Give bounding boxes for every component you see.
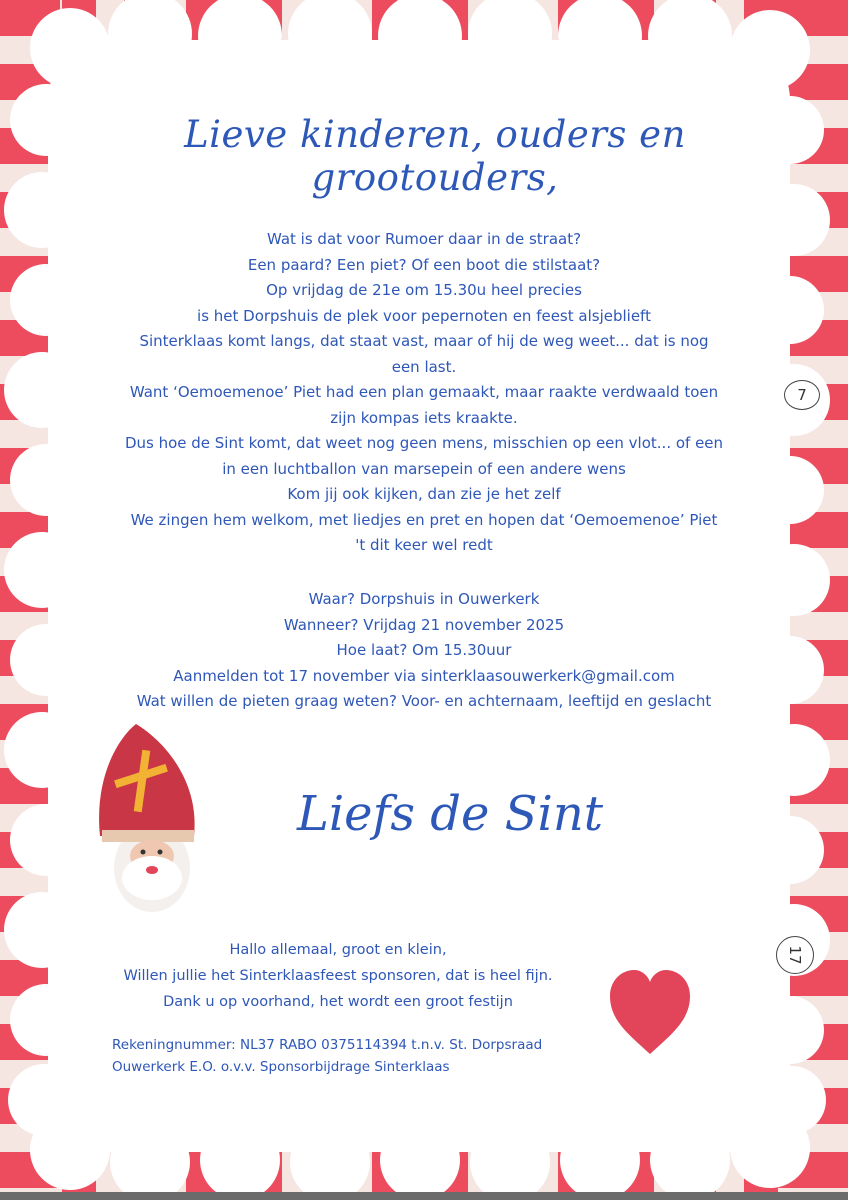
poem-block [80, 227, 768, 559]
bank-details [112, 1034, 612, 1078]
details-line: Wat willen de pieten graag weten? Voor- en achternaam, leeftijd en geslacht [136, 692, 712, 710]
poem-line: een last. [391, 357, 457, 376]
poem-line: Want ‘Oemoemenoe’ Piet had een plan gemaakt, maar raakte verdwaald toen [129, 383, 719, 401]
heart-icon [608, 968, 692, 1058]
sponsor-line: Willen jullie het Sinterklaasfeest sponsoren, dat is heel fijn. [123, 968, 553, 984]
sponsor-line: Dank u op voorhand, het wordt een groot festijn [163, 994, 513, 1010]
details-line: Waar? Dorpshuis in Ouwerkerk [308, 590, 540, 608]
poem-line: zijn kompas iets kraakte. [330, 408, 518, 427]
sponsor-line: Hallo allemaal, groot en klein, [229, 942, 447, 958]
poem-line: We zingen hem welkom, met liedjes en pret en hopen dat ‘Oemoemenoe’ Piet [130, 510, 718, 529]
scan-edge [0, 1192, 848, 1200]
bank-line: Ouwerkerk E.O. o.v.v. Sponsorbijdrage Sinterklaas [112, 1059, 450, 1075]
poem-line: Kom jij ook kijken, dan zie je het zelf [287, 485, 561, 503]
poem-line: Wat is dat voor Rumoer daar in de straat? [266, 230, 582, 248]
sinterklaas-icon [88, 718, 218, 918]
poem-line: 't dit keer wel redt [355, 536, 493, 554]
details-line: Hoe laat? Om 15.30uur [336, 641, 512, 659]
details-line: Aanmelden tot 17 november via sinterklaasouwerkerk@gmail.com [173, 666, 675, 685]
sponsor-request [100, 937, 576, 1015]
poem-line: in een luchtballon van marsepein of een andere wens [222, 459, 626, 478]
letter-title: Lieve kinderen, ouders en grootouders, [184, 113, 686, 199]
signature: Liefs de Sint [296, 786, 604, 842]
handwritten-mark: 17 [776, 936, 814, 974]
poem-line: is het Dorpshuis de plek voor pepernoten en feest alsjeblieft [197, 306, 651, 325]
poem-line: Sinterklaas komt langs, dat staat vast, maar of hij de weg weet... dat is nog [139, 332, 709, 350]
bank-line: Rekeningnummer: NL37 RABO 0375114394 t.n.v. St. Dorpsraad [112, 1037, 543, 1053]
event-details [80, 587, 768, 715]
poem-line: Dus hoe de Sint komt, dat weet nog geen mens, misschien op een vlot... of een [124, 434, 724, 452]
poem-line: Een paard? Een piet? Of een boot die stilstaat? [247, 255, 601, 274]
poem-line: Op vrijdag de 21e om 15.30u heel precies [266, 281, 582, 299]
handwritten-mark: 7 [784, 380, 820, 410]
details-line: Wanneer? Vrijdag 21 november 2025 [283, 615, 565, 634]
